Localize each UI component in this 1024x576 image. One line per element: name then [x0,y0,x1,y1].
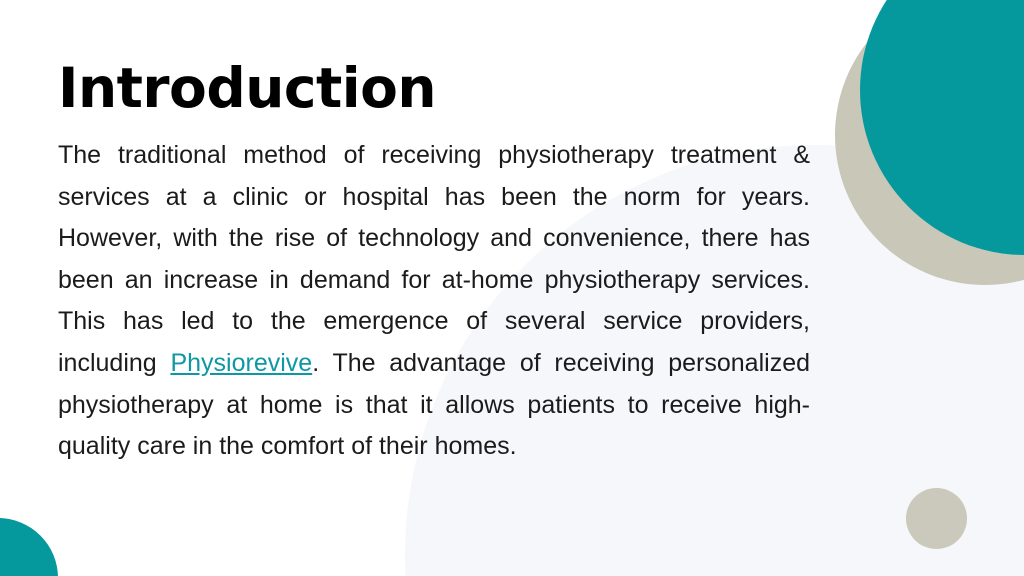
physiorevive-link[interactable]: Physiorevive [170,348,313,377]
slide-title: Introduction [58,56,437,120]
gray-circle-decoration-bottom-right [906,488,967,549]
paragraph-text-before-link: The traditional method of receiving physiotherapy treatment & services at a clinic or hospital has been the norm for years. However, with the rise of technology and convenience, there has been an increase in demand for at-home physiotherapy services. This has led to the emergence of several service providers, including [58,141,810,377]
teal-circle-decoration-bottom-left [0,518,58,576]
paragraph-text-after-link: . The advantage of receiving personalized physiotherapy at home is that it allows patients to receive high-quality care in the comfort of their homes. [58,348,810,461]
intro-paragraph [58,135,810,468]
